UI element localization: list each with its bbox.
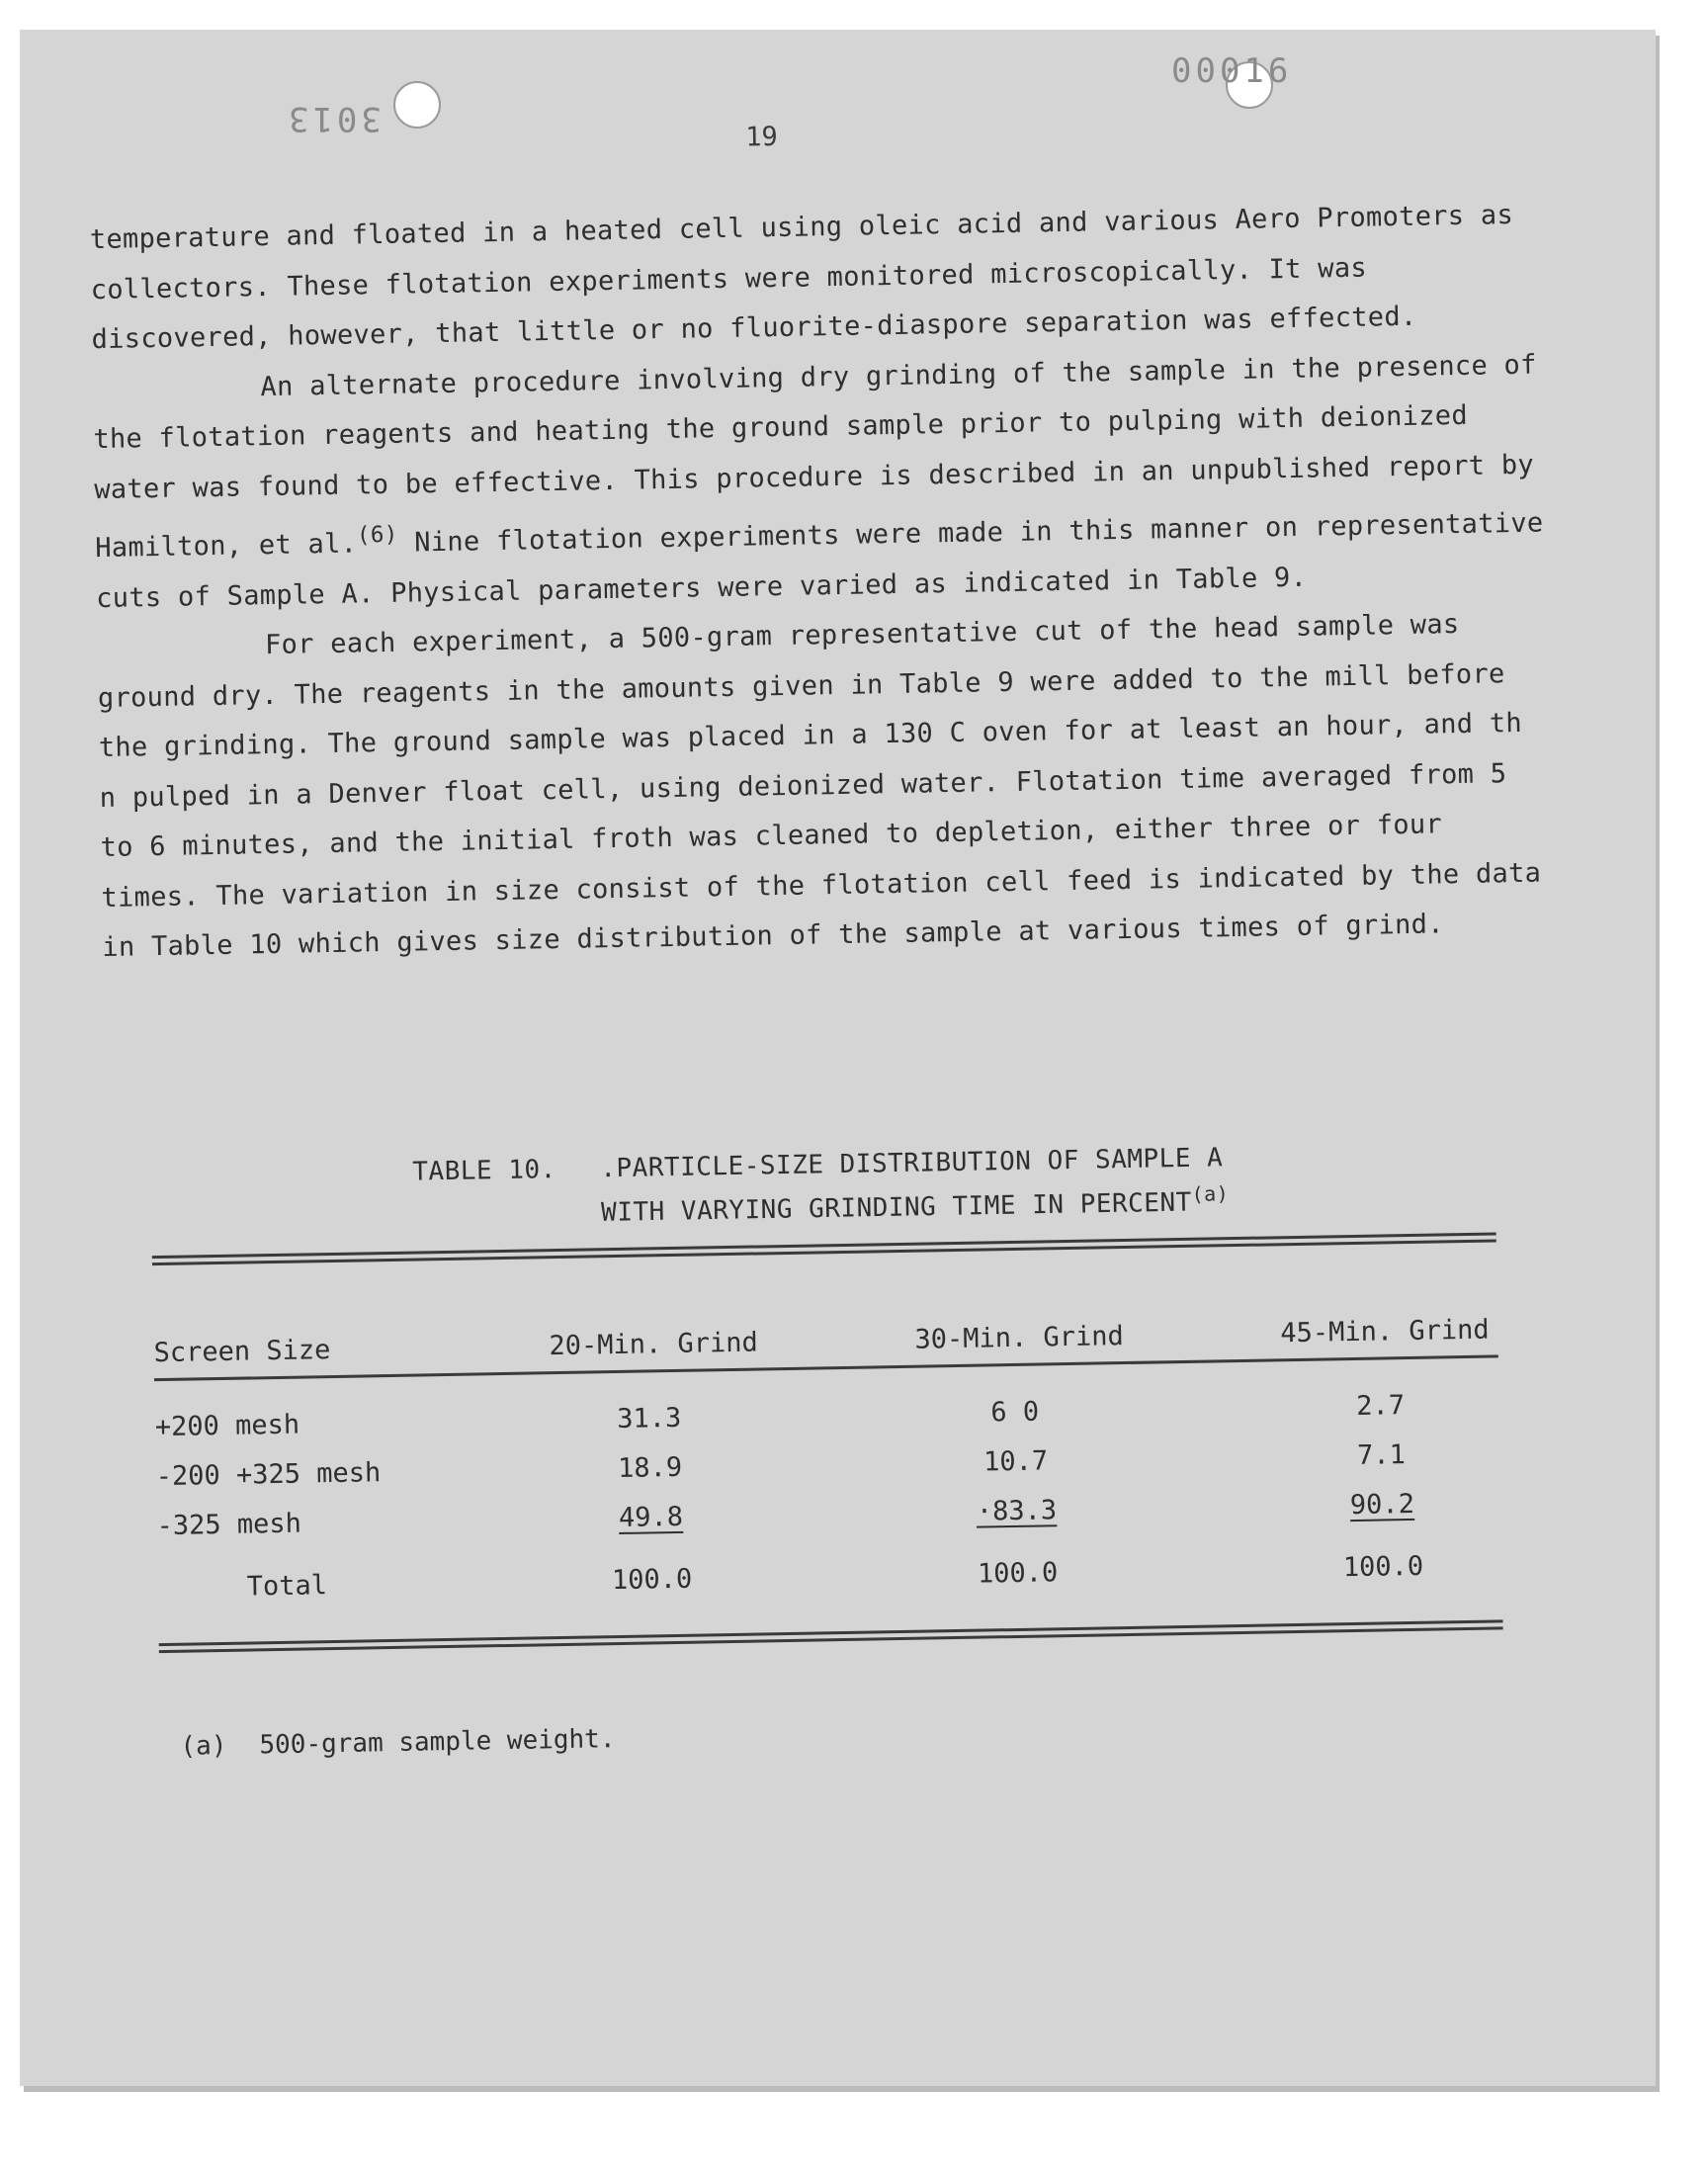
row-label: -200 +325 mesh [155, 1457, 382, 1493]
total-label: Total [246, 1570, 328, 1603]
footnote-text: 500-gram sample weight. [259, 1724, 616, 1761]
table-number: TABLE 10. [412, 1155, 557, 1187]
table-cell: 2.7 [1356, 1390, 1406, 1422]
reference-marker: (6) [356, 521, 398, 549]
table-cell: 10.7 [982, 1445, 1049, 1478]
column-header: 45-Min. Grind [1280, 1314, 1490, 1349]
column-header: 30-Min. Grind [914, 1321, 1125, 1355]
table-cell-wrapper [962, 1494, 1071, 1529]
corner-mark-right: 00016 [1171, 51, 1293, 91]
table-cell: 6 0 [990, 1396, 1040, 1429]
table-top-rule [152, 1232, 1496, 1265]
paragraph: For each experiment, a 500-gram representative cut of the head sample was ground dry. The reagents in the amounts given in Table 9 were added to the mill before the grinding. The ground sample was placed in a 130 C oven for at least an hour, and th n pulped in a Denver float cell, using deionized water. Flotation time averaged from 5 to 6 minutes, and the initial froth was cleaned to depletion, either three or four times. The variation in size consist of the flotation cell feed is indicated by the data in Table 10 which gives size distribution of the sample at various times of grind. [97, 609, 1542, 964]
paragraph: temperature and floated in a heated cell using oleic acid and various Aero Promoters as collectors. These flotation experiments were monitored microscopically. It was discovered, however, that little or no fluorite-diaspore separation was effected. [89, 199, 1514, 356]
row-label: -325 mesh [156, 1508, 302, 1542]
table-cell: ·83.3 [976, 1495, 1058, 1527]
page-content [20, 30, 1656, 2086]
table-title-line1: .PARTICLE-SIZE DISTRIBUTION OF SAMPLE A [600, 1143, 1224, 1184]
document-page [20, 30, 1656, 2086]
footnote-marker: (a) [180, 1730, 227, 1762]
table-cell-wrapper [596, 1500, 706, 1535]
row-label: +200 mesh [154, 1409, 300, 1443]
column-header: Screen Size [153, 1335, 331, 1369]
table-header-rule [154, 1354, 1498, 1381]
paragraph-text: Nine flotation experiments were made in this manner on representative cuts of Sample A. Physical parameters were varied as indicated in Table 9. [95, 507, 1544, 614]
paragraph [92, 340, 1549, 624]
total-cell: 100.0 [977, 1557, 1059, 1590]
table-title-line2: WITH VARYING GRINDING TIME IN PERCENT [600, 1187, 1193, 1228]
footnote [180, 1724, 615, 1762]
table-title [412, 1140, 1230, 1234]
table-cell-wrapper [1327, 1488, 1437, 1523]
table-cell: 7.1 [1356, 1439, 1407, 1471]
body-text [89, 190, 1555, 973]
table-bottom-rule [159, 1619, 1503, 1653]
corner-mark-left: 3013 [285, 99, 382, 138]
total-cell: 100.0 [1342, 1550, 1424, 1584]
page-number: 19 [744, 121, 778, 153]
total-cell: 100.0 [611, 1563, 693, 1597]
table-title-note: (a) [1191, 1181, 1230, 1206]
table-cell: 31.3 [617, 1402, 682, 1435]
table-cell: 18.9 [617, 1451, 683, 1484]
column-header: 20-Min. Grind [549, 1327, 759, 1362]
table-cell: 90.2 [1349, 1488, 1415, 1522]
table-cell: 49.8 [618, 1501, 684, 1533]
paragraph-text: An alternate procedure involving dry grinding of the sample in the presence of the flotation reagents and heating the ground sample prior to pulping with deionized water was found to be effective. This procedure is described in an unpublished report by Hamilton, et al. [93, 349, 1537, 565]
